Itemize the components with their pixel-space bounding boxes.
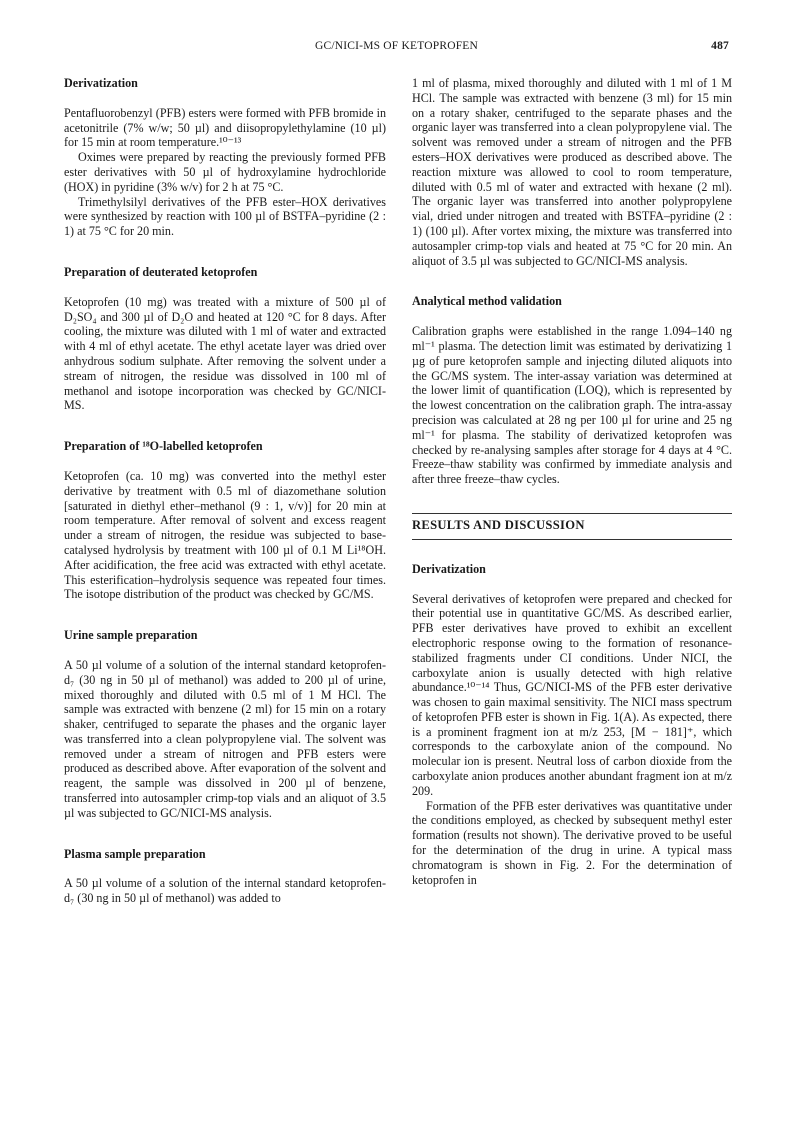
section-heading-urine: Urine sample preparation [64, 628, 198, 643]
running-title: GC/NICI-MS OF KETOPROFEN [314, 40, 479, 52]
section-heading-derivatization: Derivatization [64, 76, 138, 90]
paragraph: Ketoprofen (ca. 10 mg) was converted into the methyl ester derivative by treatment with 0.5 ml of diazomethane solution [saturated in diethyl ether–methanol (9 : 1, v/v)] for 20 min at room temperature. After removal of solvent and excess reagent under a stream of nitrogen, the residue was subjected to base-catalysed hydrolysis by treatment with 100 µl of 0.1 M Li¹⁸OH. After acidification, the free acid was extracted with ethyl acetate. This esterification–hydrolysis sequence was repeated four times. The isotope distribution of the product was checked by GC/MS. [64, 468, 386, 602]
section-heading-derivatization-results: Derivatization [412, 561, 486, 576]
section-heading-o18-labelled: Preparation of ¹⁸O-labelled ketoprofen [64, 439, 263, 454]
right-column [412, 76, 732, 887]
paragraph: Several derivatives of ketoprofen were prepared and checked for their potential use in quantitative GC/MS. As described earlier, PFB ester derivatives have proved to exhibit an excellent electrophoric response owing to the formation of resonance-stabilized fragments under CI conditions. Under NICI, the carboxylate anion is usually detected with high relative abundance.¹⁰⁻¹⁴ Thus, GC/NICI-MS of the PFB ester derivative was chosen to gain maximal sensitivity. The NICI mass spectrum of ketoprofen PFB ester is shown in Fig. 1(A). As expected, there is a prominent fragment ion at m/z 253, [M − 181]⁺, which corresponds to the carboxylate anion of the compound. No molecular ion is present. Neutral loss of carbon dioxide from the carboxylate anion produces another abundant fragment ion at m/z 209. [412, 591, 732, 798]
left-column [64, 76, 386, 906]
paragraph: Pentafluorobenzyl (PFB) esters were formed with PFB bromide in acetonitrile (7% w/w; 50 µl) and diisopropylethylamine (10 µl) for 15 min at room temperature.¹⁰⁻¹³ [64, 105, 386, 150]
page-number: 487 [711, 40, 729, 52]
paragraph: Ketoprofen (10 mg) was treated with a mixture of 500 µl of D₂SO₄ and 300 µl of D₂O and heated at 120 °C for 8 days. After cooling, the mixture was diluted with 1 ml of water and extracted with 4 ml of ethyl acetate. The ethyl acetate layer was dried over anhydrous sodium sulphate. After removing the solvent under a stream of nitrogen, the residue was dissolved in 100 ml of methanol and isotope incorporation was checked by GC/NICI-MS. [64, 294, 386, 413]
paragraph: A 50 µl volume of a solution of the internal standard ketoprofen-d₇ (30 ng in 50 µl of methanol) was added to [64, 876, 386, 906]
paragraph: Calibration graphs were established in the range 1.094–140 ng ml⁻¹ plasma. The detection limit was estimated by derivatizing 1 µg of pure ketoprofen sample and injecting diluted aliquots into the GC/MS system. The inter-assay variation was determined at the lower limit of quantification (LOQ), which is represented by the lowest concentration on the calibration graph. The intra-assay precision was calculated at 28 ng per 100 µl for urine and 25 ng ml⁻¹ for plasma. The stability of derivatized ketoprofen was checked by re-analysing samples after storage for 4 days at 4 °C. Freeze–thaw stability was confirmed by immediate analysis and after three freeze–thaw cycles. [412, 324, 732, 487]
major-heading-results: RESULTS AND DISCUSSION [412, 513, 732, 540]
paragraph-continued: 1 ml of plasma, mixed thoroughly and diluted with 1 ml of 1 M HCl. The sample was extracted with benzene (3 ml) for 15 min on a rotary shaker, centrifuged to the separate phases and the organic layer was transferred into a clean polypropylene vial. The solvent was removed under a stream of nitrogen and the PFB esters–HOX derivatives were produced as described above. The reaction mixture was allowed to cool to room temperature, diluted with 0.5 ml of water and extracted with hexane (2 ml). The organic layer was transferred into another polypropylene vial, dried under nitrogen and treated with BSTFA–pyridine (2 : 1) (100 µl). After vortex mixing, the mixture was transferred into autosampler crimp-top vials and heated at 75 °C for 20 min. An aliquot of 3.5 µl was subjected to GC/NICI-MS analysis. [412, 76, 732, 268]
paragraph: A 50 µl volume of a solution of the internal standard ketoprofen-d₇ (30 ng in 50 µl of methanol) was added to 200 µl of urine, mixed thoroughly and diluted with 0.5 ml of 1 M HCl. The sample was extracted with benzene (2 ml) for 15 min on a rotary shaker, centrifuged to separate the phases and the organic layer was transferred into a clean polypropylene vial. The solvent was removed under a stream of nitrogen and PFB esters were produced as described above. After evaporation of the solvent and reagent, the sample was dissolved in 200 µl of benzene, transferred into autosampler crimp-top vials and an aliquot of 3.5 µl was subjected to GC/NICI-MS analysis. [64, 657, 386, 820]
running-header [64, 40, 729, 60]
paragraph: Oximes were prepared by reacting the previously formed PFB ester derivatives with 50 µl of hydroxylamine hydrochloride (HOX) in pyridine (3% w/v) for 2 h at 75 °C. [64, 150, 386, 194]
section-heading-validation: Analytical method validation [412, 294, 562, 309]
paragraph: Trimethylsilyl derivatives of the PFB ester–HOX derivatives were synthesized by reaction with 100 µl of BSTFA–pyridine (2 : 1) at 75 °C for 20 min. [64, 194, 386, 239]
section-heading-deuterated: Preparation of deuterated ketoprofen [64, 264, 258, 279]
section-heading-plasma: Plasma sample preparation [64, 846, 206, 861]
paragraph: Formation of the PFB ester derivatives was quantitative under the conditions employed, as checked by subsequent methyl ester formation (results not shown). The derivative proved to be useful for the determination of the drug in urine. A typical mass chromatogram is shown in Fig. 2. For the determination of ketoprofen in [412, 798, 732, 887]
